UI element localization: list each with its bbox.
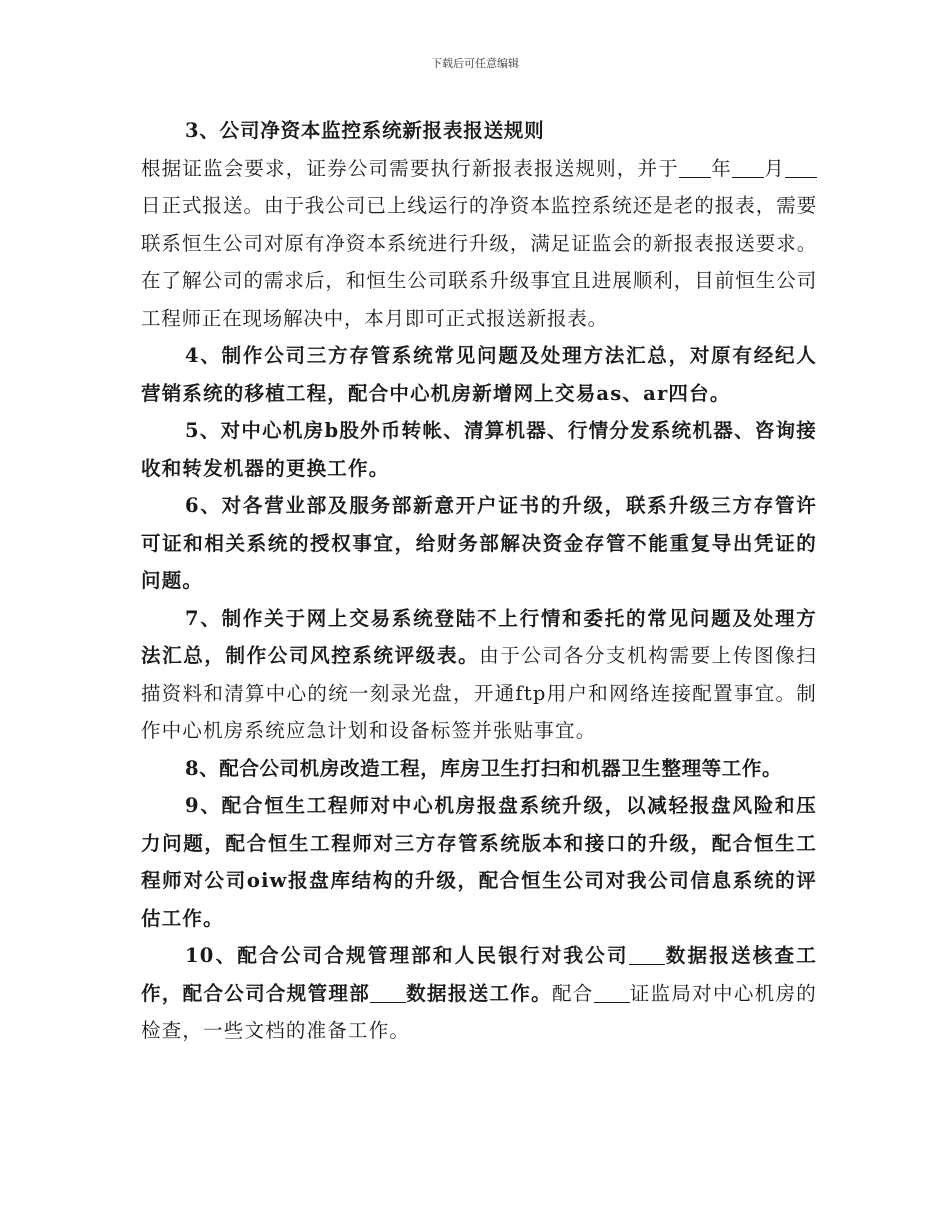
p3-text-3: 月 xyxy=(763,156,785,180)
p3-text-4: 日正式报送。由于我公司已上线运行的净资本监控系统还是老的报表，需要联系恒生公司对原有净资本系统进行升级，满足证监会的新报表报送要求。在了解公司的需求后，和恒生公司联系升级事宜且进展顺利，目前恒生公司工程师正在现场解决中，本月即可正式报送新报表。 xyxy=(141,194,817,330)
p10-bold-1: 10、配合公司合规管理部和人民银行对我公司 xyxy=(185,944,629,967)
document-body xyxy=(141,112,817,1050)
p3-text-2: 年 xyxy=(710,156,732,180)
p10-bold-2: 数据报送核查工作，配合公司合规管理部 xyxy=(141,944,817,1005)
p10-blank-2 xyxy=(370,982,406,1003)
header-note: 下载后可任意编辑 xyxy=(431,57,519,70)
paragraph-10 xyxy=(141,937,817,1050)
p10-normal-1: 配合 xyxy=(551,981,594,1005)
p10-blank-3 xyxy=(594,982,630,1003)
p10-bold-3: 数据报送工作。 xyxy=(406,981,552,1005)
p10-normal-2: 证监局对中心机房的检查，一些文档的准备工作。 xyxy=(141,981,817,1042)
paragraph-5: 5、对中心机房b股外币转帐、清算机器、行情分发系统机器、咨询接收和转发机器的更换工作。 xyxy=(141,419,817,480)
p7-bold-text: 7、制作关于网上交易系统登陆不上行情和委托的常见问题及处理方法汇总，制作公司风控系统评级表。 xyxy=(141,606,817,667)
p10-blank-1 xyxy=(629,945,665,966)
paragraph-3 xyxy=(141,112,817,337)
date-day-blank xyxy=(785,157,817,178)
paragraph-9: 9、配合恒生工程师对中心机房报盘系统升级，以减轻报盘风险和压力问题，配合恒生工程师对三方存管系统版本和接口的升级，配合恒生工程师对公司oiw报盘库结构的升级，配合恒生公司对我公司信息系统的评估工作。 xyxy=(141,794,817,930)
paragraph-4: 4、制作公司三方存管系统常见问题及处理方法汇总，对原有经纪人营销系统的移植工程，配合中心机房新增网上交易as、ar四台。 xyxy=(141,344,817,405)
date-year-blank xyxy=(679,157,711,178)
paragraph-7 xyxy=(141,600,817,750)
p3-text-1: 根据证监会要求，证券公司需要执行新报表报送规则，并于 xyxy=(141,156,679,180)
paragraph-8: 8、配合公司机房改造工程，库房卫生打扫和机器卫生整理等工作。 xyxy=(185,756,783,780)
paragraph-6: 6、对各营业部及服务部新意开户证书的升级，联系升级三方存管许可证和相关系统的授权事宜，给财务部解决资金存管不能重复导出凭证的问题。 xyxy=(141,494,817,592)
p7-normal-text: 由于公司各分支机构需要上传图像扫描资料和清算中心的统一刻录光盘，开通ftp用户和网络连接配置事宜。制作中心机房系统应急计划和设备标签并张贴事宜。 xyxy=(141,644,817,742)
date-month-blank xyxy=(732,157,764,178)
section-3-heading: 3、公司净资本监控系统新报表报送规则 xyxy=(185,119,545,142)
